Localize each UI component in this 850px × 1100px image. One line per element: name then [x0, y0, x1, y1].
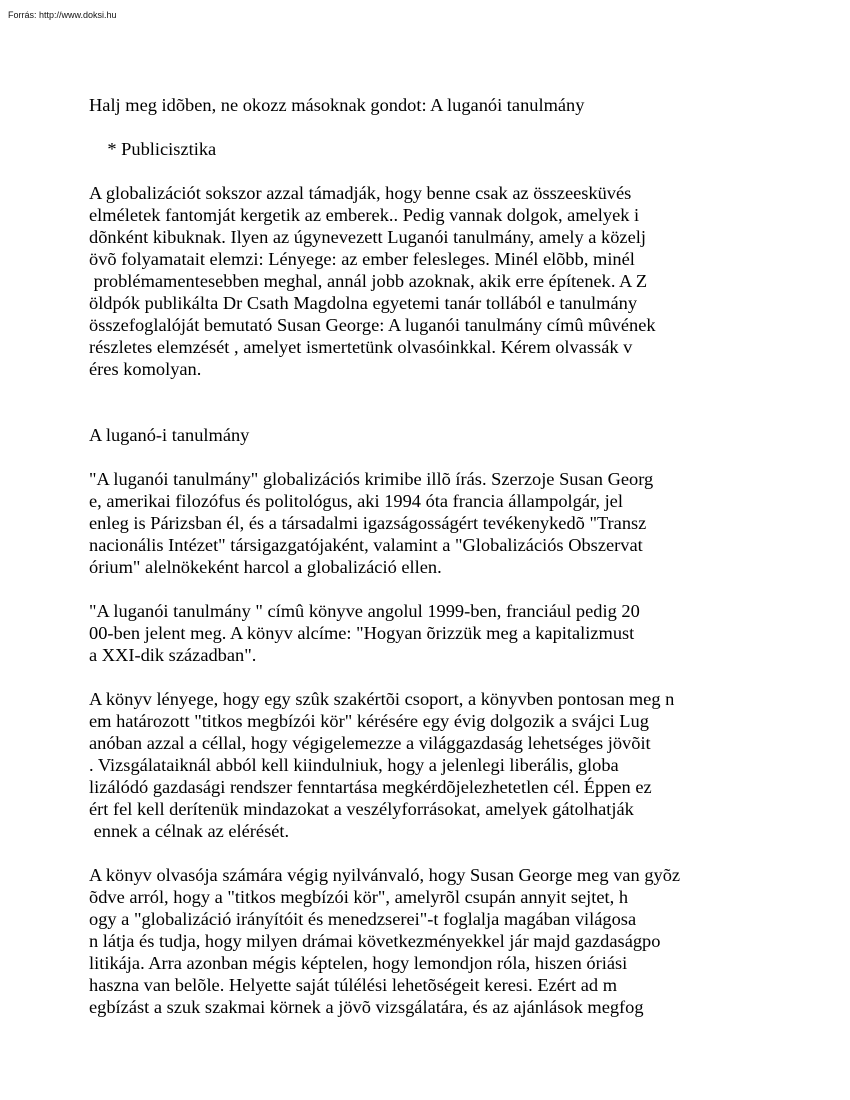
text-line: enleg is Párizsban él, és a társadalmi igazságosságért tevékenykedõ "Transz [89, 513, 647, 533]
text-line: n látja és tudja, hogy milyen drámai következményekkel jár majd gazdaságpo [89, 931, 661, 951]
text-line: öldpók publikálta Dr Csath Magdolna egyetemi tanár tollából e tanulmány [89, 293, 638, 313]
text-line: õdve arról, hogy a "titkos megbízói kör", amelyrõl csupán annyit sejtet, h [89, 887, 629, 907]
subheading-text: A luganó-i tanulmány [89, 425, 250, 445]
text-line: övõ folyamatait elemzi: Lényege: az ember felesleges. Minél elõbb, minél [89, 249, 635, 269]
text-line: ért fel kell derítenük mindazokat a veszélyforrásokat, amelyek gátolhatják [89, 799, 634, 819]
text-line: A könyv olvasója számára végig nyilvánvaló, hogy Susan George meg van gyõz [89, 865, 681, 885]
text-line: összefoglalóját bemutató Susan George: A luganói tanulmány címû mûvének [89, 315, 656, 335]
subheading [89, 424, 829, 446]
text-line: A globalizációt sokszor azzal támadják, hogy benne csak az összeesküvés [89, 183, 632, 203]
paragraph-2 [89, 600, 829, 666]
document-title: Halj meg idõben, ne okozz másoknak gondot: A luganói tanulmány [89, 95, 585, 115]
text-line: nacionális Intézet" társigazgatójaként, valamint a "Globalizációs Obszervat [89, 535, 643, 555]
text-line: "A luganói tanulmány " címû könyve angolul 1999-ben, franciául pedig 20 [89, 601, 640, 621]
paragraph-4 [89, 864, 829, 1018]
source-label: Forrás: http://www.doksi.hu [8, 10, 117, 20]
text-line: litikája. Arra azonban mégis képtelen, hogy lemondjon róla, hiszen óriási [89, 953, 628, 973]
text-line: problémamentesebben meghal, annál jobb azoknak, akik erre építenek. A Z [89, 271, 648, 291]
paragraph-1 [89, 468, 829, 578]
text-line: anóban azzal a céllal, hogy végigelemezze a világgazdaság lehetséges jövõit [89, 733, 651, 753]
text-line: órium" alelnökeként harcol a globalizáció ellen. [89, 557, 442, 577]
text-line: ennek a célnak az elérését. [89, 821, 290, 841]
paragraph-3 [89, 688, 829, 842]
text-line: e, amerikai filozófus és politológus, aki 1994 óta francia állampolgár, jel [89, 491, 623, 511]
text-line: lizálódó gazdasági rendszer fenntartása megkérdõjelezhetetlen cél. Éppen ez [89, 777, 652, 797]
text-line: . Vizsgálataiknál abból kell kiindulniuk, hogy a jelenlegi liberális, globa [89, 755, 619, 775]
text-line: részletes elemzését , amelyet ismertetünk olvasóinkkal. Kérem olvassák v [89, 337, 633, 357]
text-line: ogy a "globalizáció irányítóit és menedzserei"-t foglalja magában világosa [89, 909, 637, 929]
text-line: haszna van belõle. Helyette saját túlélési lehetõségeit keresi. Ezért ad m [89, 975, 618, 995]
text-line: éres komolyan. [89, 359, 202, 379]
section-tag: * Publicisztika [89, 139, 217, 159]
document-body [89, 94, 829, 1018]
text-line: a XXI-dik században". [89, 645, 257, 665]
intro-paragraph [89, 182, 829, 380]
text-line: A könyv lényege, hogy egy szûk szakértõi csoport, a könyvben pontosan meg n [89, 689, 675, 709]
text-line: em határozott "titkos megbízói kör" kérésére egy évig dolgozik a svájci Lug [89, 711, 649, 731]
text-line: dõnként kibuknak. Ilyen az úgynevezett Luganói tanulmány, amely a közelj [89, 227, 646, 247]
text-line: elméletek fantomját kergetik az emberek.. Pedig vannak dolgok, amelyek i [89, 205, 640, 225]
text-line: 00-ben jelent meg. A könyv alcíme: "Hogyan õrizzük meg a kapitalizmust [89, 623, 635, 643]
text-line: "A luganói tanulmány" globalizációs krimibe illõ írás. Szerzoje Susan Georg [89, 469, 654, 489]
text-line: egbízást a szuk szakmai körnek a jövõ vizsgálatára, és az ajánlások megfog [89, 997, 644, 1017]
